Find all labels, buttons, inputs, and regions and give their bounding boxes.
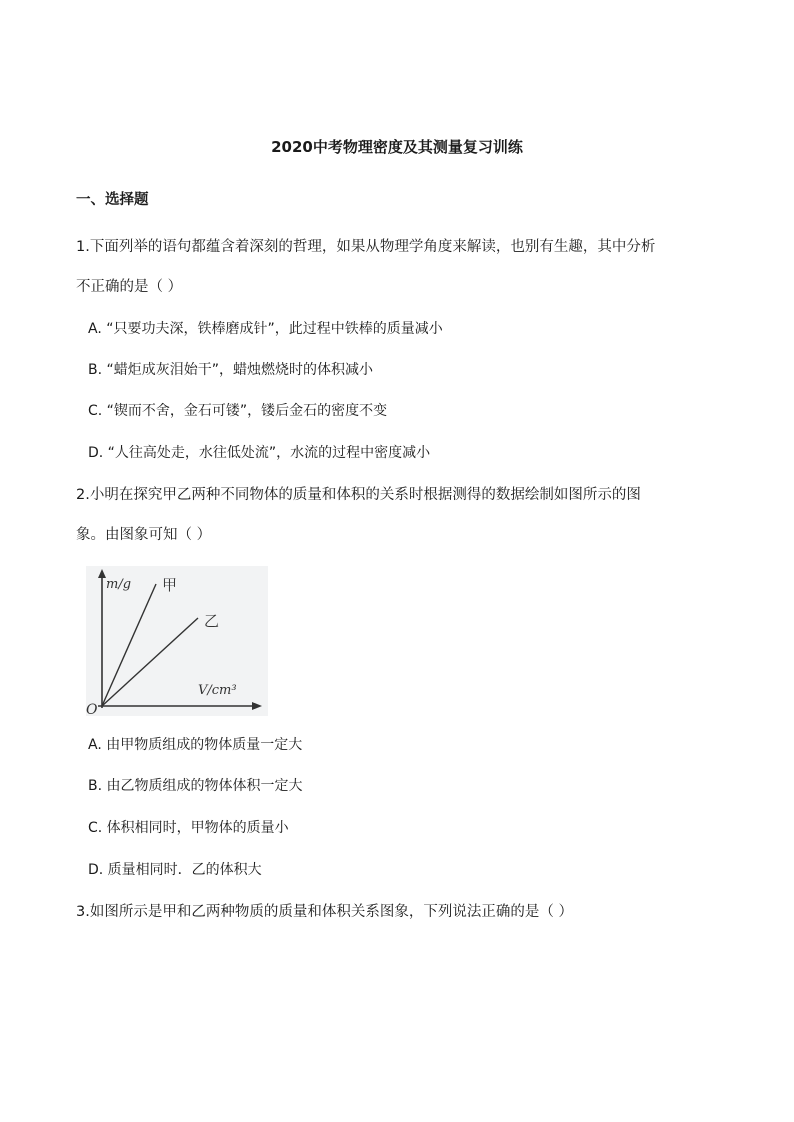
- x-axis-label: V/cm³: [198, 683, 237, 698]
- question-2-option-b: B. 由乙物质组成的物体体积一定大: [88, 778, 303, 794]
- x-axis-arrow: [252, 702, 262, 710]
- question-2-stem-line1: 2.小明在探究甲乙两种不同物体的质量和体积的关系时根据测得的数据绘制如图所示的图: [76, 487, 641, 503]
- question-1-stem-line1: 1.下面列举的语句都蕴含着深刻的哲理，如果从物理学角度来解读，也别有生趣，其中分析: [76, 239, 656, 255]
- origin-label: O: [86, 702, 98, 716]
- question-2-option-d: D. 质量相同时．乙的体积大: [88, 862, 262, 878]
- page-title: 2020中考物理密度及其测量复习训练: [271, 138, 523, 156]
- question-1-option-d: D. “人往高处走，水往低处流”，水流的过程中密度减小: [88, 445, 431, 461]
- question-1-option-c: C. “锲而不舍，金石可镂”，镂后金石的密度不变: [88, 403, 388, 419]
- line-jia: [102, 584, 156, 706]
- line-label-jia: 甲: [162, 576, 178, 594]
- line-yi: [102, 618, 198, 706]
- question-1-stem-line2: 不正确的是（ ）: [76, 279, 183, 295]
- question-1-option-a: A. “只要功夫深，铁棒磨成针”，此过程中铁棒的质量减小: [88, 321, 443, 337]
- line-label-yi: 乙: [204, 612, 220, 630]
- question-2-option-a: A. 由甲物质组成的物体质量一定大: [88, 737, 303, 753]
- question-2-stem-line2: 象。由图象可知（ ）: [76, 527, 212, 543]
- y-axis-label: m/g: [106, 577, 132, 592]
- question-3-stem-line1: 3.如图所示是甲和乙两种物质的质量和体积关系图象，下列说法正确的是（ ）: [76, 904, 573, 920]
- question-2-option-c: C. 体积相同时，甲物体的质量小: [88, 820, 289, 836]
- y-axis-arrow: [98, 569, 106, 578]
- section-heading: 一、选择题: [76, 192, 149, 208]
- mass-volume-graph: [86, 566, 268, 716]
- question-1-option-b: B. “蜡炬成灰泪始干”，蜡烛燃烧时的体积减小: [88, 362, 374, 378]
